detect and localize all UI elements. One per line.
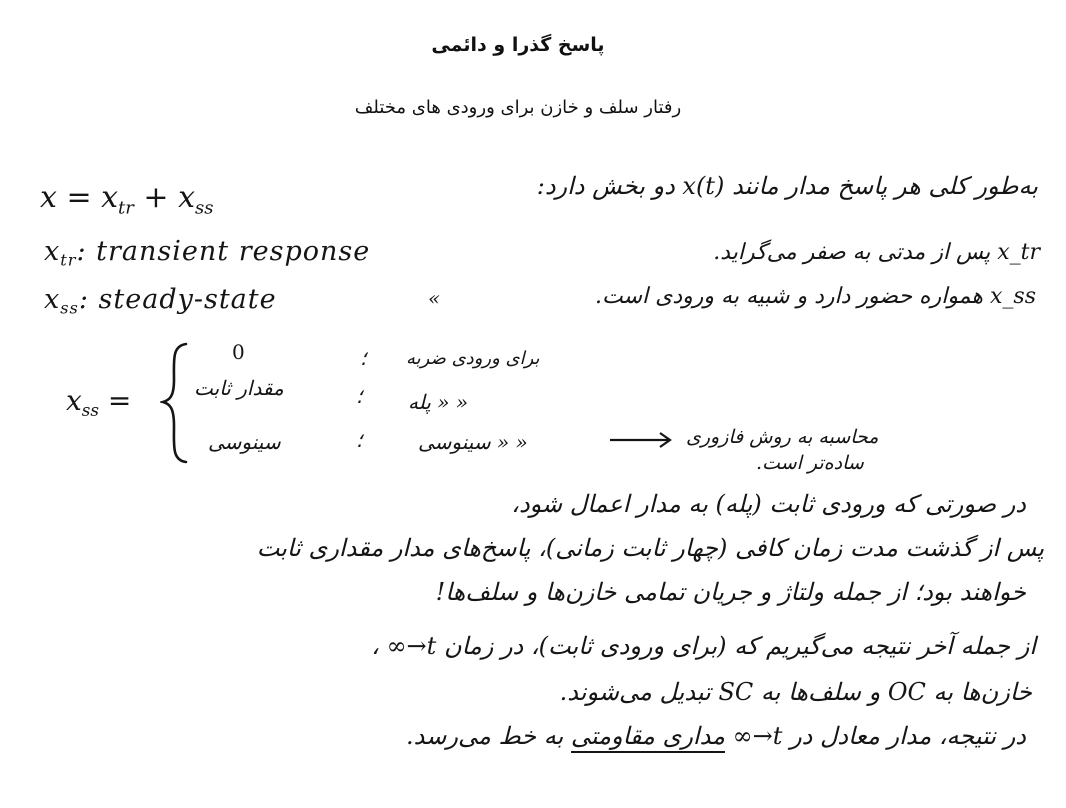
handwritten-notes [0,150,1066,808]
xss-label-equals: = [99,384,132,417]
paragraph-6-underlined-term: مداری مقاومتی [571,722,725,753]
case-step-value: مقدار ثابت [194,376,284,400]
note-paragraph-2: پس از گذشت مدت زمان کافی (چهار ثابت زمانی)، پاسخ‌های مدار مقداری ثابت [256,534,1044,562]
note-paragraph-3: خواهند بود؛ از جمله ولتاژ و جریان تمامی خازن‌ها و سلف‌ها! [435,578,1026,606]
case-sin-value: سینوسی [208,430,281,454]
xss-label-x: x [66,384,82,417]
transient-sub: tr [60,250,77,270]
transient-text: : transient response [76,236,371,267]
steady-text: : steady-state [78,284,277,315]
eq-tr-subscript: tr [118,197,134,219]
phasor-note-line1: محاسبه به روش فازوری [686,426,879,448]
case-step-condition: « « پله [408,390,469,414]
eq-plus-part: + x [133,180,196,215]
page-title: پاسخ گذرا و دائمی [431,34,605,56]
phasor-arrow [608,430,674,450]
paragraph-6-end: به خط می‌رسد. [406,722,564,750]
xss-label-sub: ss [81,399,100,420]
paragraph-6-start: در نتیجه، مدار معادل در t→∞ [732,722,1026,750]
cases-brace [160,340,190,465]
note-paragraph-5: خازن‌ها به OC و سلف‌ها به SC تبدیل می‌شوند. [559,678,1032,706]
case-sin-condition: « « سینوسی [418,430,528,454]
case-impulse-value: 0 [232,340,245,364]
transient-x: x [44,236,61,267]
transient-description: x_tr پس از مدتی به صفر می‌گراید. [713,240,1040,265]
steady-x: x [44,284,61,315]
note-paragraph-6 [406,722,1026,750]
case-step-dot: ؛ [356,384,363,408]
page-subtitle: رفتار سلف و خازن برای ورودی های مختلف [354,97,682,118]
eq-x-part: x = x [40,180,119,215]
xss-cases-label [66,384,131,420]
case-sin-dot: ؛ [356,428,363,452]
note-paragraph-4: از جمله آخر نتیجه می‌گیریم که (برای ورودی ثابت)، در زمان t→∞ ، [371,632,1036,660]
transient-definition [44,236,370,270]
note-paragraph-1: در صورتی که ورودی ثابت (پله) به مدار اعمال شود، [511,490,1026,518]
steady-state-ditto-mark: « [428,286,441,310]
eq-ss-subscript: ss [195,197,214,219]
case-impulse-condition: برای ورودی ضربه [406,348,540,369]
steady-sub: ss [60,298,79,318]
note-intro-line: به‌طور کلی هر پاسخ مدار مانند x(t) دو بخش دارد: [536,172,1038,200]
steady-state-definition [44,284,277,318]
decomposition-equation [40,180,214,218]
case-impulse-dot: ؛ [360,346,367,370]
phasor-note-line2: ساده‌تر است. [756,452,864,474]
steady-state-description: x_ss همواره حضور دارد و شبیه به ورودی است. [595,284,1036,309]
